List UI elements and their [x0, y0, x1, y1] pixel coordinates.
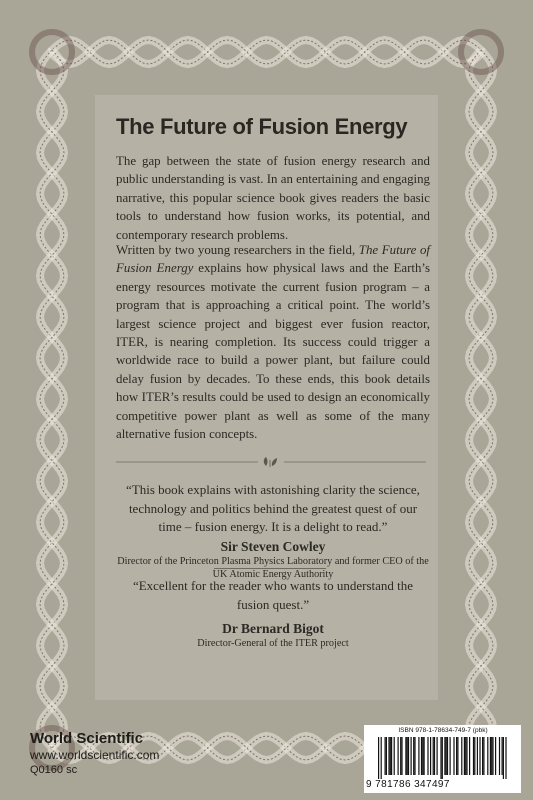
barcode-bar [469, 737, 470, 775]
barcode-bar [483, 737, 484, 775]
barcode-bar [502, 737, 503, 775]
barcode-bar [386, 737, 387, 775]
barcode-bar [457, 737, 458, 775]
barcode-bar [430, 737, 431, 775]
barcode-bar [505, 737, 506, 779]
barcode-bar [491, 737, 492, 775]
barcode-bar [381, 737, 382, 779]
barcode-bar [487, 737, 488, 775]
barcode-bar [492, 737, 493, 775]
description-paragraph-1: The gap between the state of fusion energy research and public understanding is vast. In an entertaining and engaging narrative, this popular science book gives readers the basic tools to understand how fusion works, its potential, and contemporary research problems. [116, 154, 430, 242]
barcode-bar [418, 737, 419, 775]
barcode-bar [422, 737, 423, 775]
endorser-name-1: Sir Steven Cowley [220, 539, 326, 554]
barcode-bar [440, 737, 441, 779]
barcode-bar [400, 737, 401, 775]
barcode-bar [394, 737, 395, 775]
endorsement-quote-1: “This book explains with astonishing clarity the science, technology and politics behind the greatest quest of our time – fusion energy. It is a delight to read.” [126, 482, 420, 534]
barcode-bar [464, 737, 465, 775]
paragraph-2-lead: Written by two young researchers in the field, [116, 243, 359, 257]
description-paragraph-2 [116, 241, 430, 443]
barcode-bar [456, 737, 457, 775]
endorsement-separator [214, 568, 326, 569]
barcode-bar [385, 737, 386, 775]
barcode-bar [477, 737, 478, 775]
paragraph-2-book-title: The Future of Fusion Energy [116, 243, 430, 276]
barcode-bar [499, 737, 500, 775]
publisher-name: World Scientific [30, 730, 144, 747]
ornamental-divider [116, 455, 426, 469]
barcode-bar [466, 737, 467, 775]
barcode-bar [407, 737, 408, 775]
barcode-bar [474, 737, 475, 775]
barcode-bar [447, 737, 448, 775]
barcode-bar [401, 737, 402, 775]
endorser-role-2: Director-General of the ITER project [197, 638, 349, 649]
endorser-name-2: Dr Bernard Bigot [222, 621, 324, 636]
barcode-bar [453, 737, 454, 775]
barcode-bar [390, 737, 391, 775]
barcode-bar [427, 737, 428, 775]
barcode-bar [444, 737, 445, 775]
barcode-bar [433, 737, 434, 775]
publisher-website: www.worldscientific.com [30, 748, 160, 762]
barcode-bar [414, 737, 415, 775]
barcode-bar [391, 737, 392, 775]
barcode-bar [411, 737, 412, 775]
barcode-bar [378, 737, 379, 779]
barcode-bar [503, 737, 504, 779]
isbn-label: ISBN 978-1-78634-749-7 (pbk) [398, 727, 488, 734]
book-title: The Future of Fusion Energy [116, 114, 408, 139]
barcode-bar [465, 737, 466, 775]
barcode-bar [424, 737, 425, 775]
barcode-bar [450, 737, 451, 775]
barcode-bar [482, 737, 483, 775]
barcode-bar [405, 737, 406, 775]
barcode-bar [421, 737, 422, 775]
barcode-bar [473, 737, 474, 775]
barcode-bar [479, 737, 480, 775]
endorser-role-1: Director of the Princeton Plasma Physics Laboratory and former CEO of the UK Atomic Energy Authority [117, 556, 429, 580]
barcode-bar [413, 737, 414, 775]
barcode-bar [442, 737, 443, 779]
paragraph-2-body: explains how physical laws and the Earth’s energy resources motivate the current fusion program – a program that is approaching a critical point. The world’s largest science project and biggest ever fusion reactor, ITER, is nearing completion. Its success could trigger a worldwide race to build a power plant, but failure could delay fusion by decades. To these ends, this book details how ITER’s results could be used to design an economically competitive power plant as well as some of the many alternative fusion concepts. [116, 261, 430, 442]
product-code: Q0160 sc [30, 764, 78, 776]
barcode-bar [408, 737, 409, 775]
barcode-bar [490, 737, 491, 775]
barcode-bars [378, 737, 508, 779]
isbn-barcode [364, 725, 521, 793]
barcode-digits: 9 781786 347497 [366, 779, 450, 790]
leaf-ornament-icon [264, 457, 277, 467]
endorsement-quote-2: “Excellent for the reader who wants to understand the fusion quest.” [132, 578, 414, 612]
barcode-bar [461, 737, 462, 775]
barcode-bar [398, 737, 399, 775]
barcode-bar [437, 737, 438, 775]
barcode-bar [388, 737, 389, 775]
barcode-bar [434, 737, 435, 775]
barcode-bar [495, 737, 496, 775]
barcode-bar [446, 737, 447, 775]
